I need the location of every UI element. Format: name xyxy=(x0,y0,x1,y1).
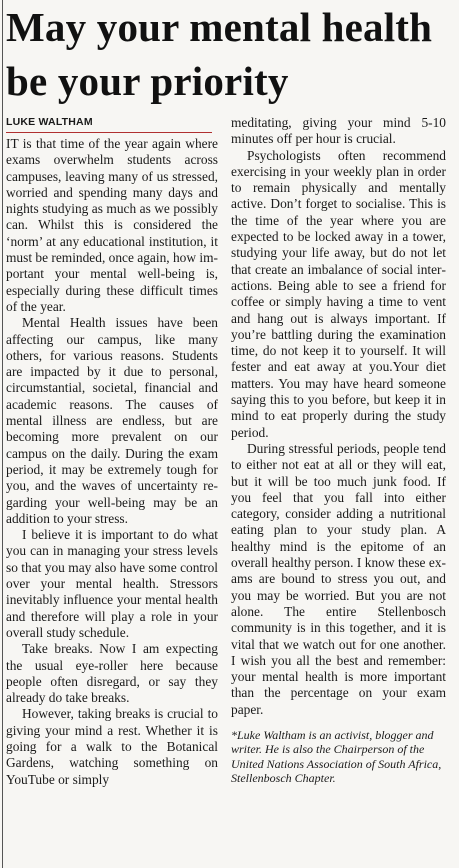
paragraph: IT is that time of the year again where exams overwhelm students across campuses, leaving many of us stressed, worried and spending many days and nights studying as much as we possibly can. Whilst this is considered the ‘norm’ at any educational institution, it must be reminded, once again, how important your mental well-being is, especially during these difficult times of the year. xyxy=(6,136,218,314)
paragraph: Mental Health issues have been affecting our campus, like many others, for various reasons. Students are impacted by it due to personal, circumstantial, societal, financial and academic reasons. The causes of mental illness are endless, but are becoming more prevalent on our campus on the daily. During the exam period, it may be extremely tough for you, and the waves of uncertainty regarding your well-being may be an addition to your stress. xyxy=(6,315,218,526)
paragraph: I believe it is important to do what you can in managing your stress levels so that you may also have some control over your mental health. Stressors inevitably influence your mental health and therefore will play a role in your overall study schedule. xyxy=(6,527,218,640)
paragraph: During stressful periods, people tend to either not eat at all or they will eat, but it will be too much junk food. If you feel that you fall into either category, consider adding a nutritional eating plan to your study plan. A healthy mind is the epitome of an overall healthy person. I know these exams are bound to stress you out, and you may be worried. But you are not alone. The entire Stellenbosch community is in this together, and it is vital that we watch out for one another. I wish you all the best and remember: your mental health is more important than the percentage on your exam paper. xyxy=(231,440,446,717)
paragraph: meditating, giving your mind 5-10 minutes off per hour is crucial. xyxy=(231,115,446,147)
paragraph: Take breaks. Now I am expecting the usual eye-roller here because people often disregard, or say they already do take breaks. xyxy=(6,641,218,706)
right-column xyxy=(231,115,446,786)
column-rule xyxy=(2,0,3,868)
paragraph: However, taking breaks is crucial to giving your mind a rest. Whether it is going for a walk to the Botanical Gardens, watching something on YouTube or simply xyxy=(6,706,218,787)
byline: LUKE WALTHAM xyxy=(6,115,212,133)
headline: May your mental health be your priority xyxy=(6,4,433,104)
left-column xyxy=(6,115,218,788)
author-bio: *Luke Waltham is an activist, blogger and writer. He is also the Chairperson of the United Nations Association of South Africa, Stellenbosch Chapter. xyxy=(231,727,442,786)
paragraph: Psychologists often recommend exercising in your weekly plan in order to remain physically and mentally active. Don’t forget to socialise. This is the time of the year where you are expected to be locked away in a tower, studying your life away, but do not let that create an imbalance of social interactions. Being able to see a friend for coffee or simply having a time to vent and hang out is always important. If you’re battling during the examination time, do not keep it to yourself. It will fester and eat away at you.Your diet matters. You may have heard someone saying this to you before, but keep it in mind to eat properly during the study period. xyxy=(231,147,446,440)
